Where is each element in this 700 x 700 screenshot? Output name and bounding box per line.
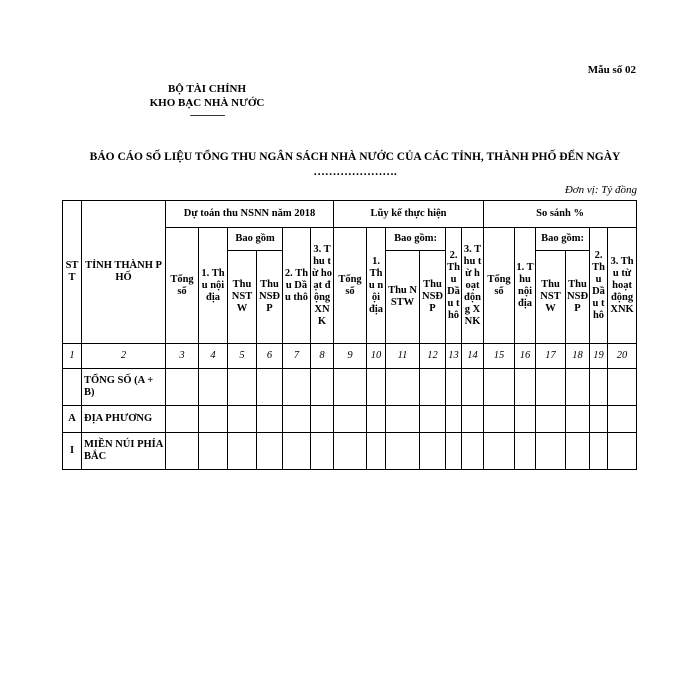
column-number: 13 <box>446 344 462 369</box>
column-number: 9 <box>334 344 367 369</box>
revenue-table <box>62 200 637 470</box>
comparison-oil-header: 2. Thu Dầu thô <box>590 228 608 344</box>
budget-xnk-header: 3. Thu từ hoạt động XNK <box>311 228 334 344</box>
column-number: 18 <box>566 344 590 369</box>
cumulative-total-header: Tổng số <box>334 228 367 344</box>
column-number: 8 <box>311 344 334 369</box>
row-name: MIỀN NÚI PHÍA BẮC <box>82 433 166 470</box>
row-stt <box>63 369 82 406</box>
unit-label: Đơn vị: Tỷ đồng <box>564 184 637 196</box>
row-name: TỔNG SỐ (A + B) <box>82 369 166 406</box>
cumulative-xnk-header: 3. Thu từ hoạt động XNK <box>462 228 484 344</box>
budget-include-header: Bao gồm <box>228 228 283 251</box>
group-header-budget: Dự toán thu NSNN năm 2018 <box>166 201 334 228</box>
ministry-name: BỘ TÀI CHÍNH <box>167 83 247 95</box>
column-number: 19 <box>590 344 608 369</box>
column-number: 6 <box>257 344 283 369</box>
column-number: 4 <box>199 344 228 369</box>
row-name: ĐỊA PHƯƠNG <box>82 406 166 433</box>
report-title-line2: …………………. <box>313 166 397 178</box>
row-stt: I <box>63 433 82 470</box>
column-number: 16 <box>515 344 536 369</box>
cumulative-domestic-header: 1. Thu nội địa <box>367 228 386 344</box>
column-number: 7 <box>283 344 311 369</box>
column-number-row <box>63 344 637 369</box>
budget-nsdp-header: Thu NSĐP <box>257 251 283 344</box>
report-title-line1: BÁO CÁO SỐ LIỆU TỔNG THU NGÂN SÁCH NHÀ NƯỚC CỦA CÁC TỈNH, THÀNH PHỐ ĐẾN NGÀY <box>89 151 621 163</box>
column-number: 20 <box>608 344 637 369</box>
comparison-total-header: Tổng số <box>484 228 515 344</box>
comparison-xnk-header: 3. Thu từ hoạt động XNK <box>608 228 637 344</box>
cumulative-oil-header: 2. Thu Dầu thô <box>446 228 462 344</box>
city-header: TỈNH THÀNH PHỐ <box>82 201 166 344</box>
comparison-domestic-header: 1. Thu nội địa <box>515 228 536 344</box>
column-number: 17 <box>536 344 566 369</box>
table-row <box>63 369 637 406</box>
column-number: 11 <box>386 344 420 369</box>
row-stt: A <box>63 406 82 433</box>
column-number: 10 <box>367 344 386 369</box>
column-number: 5 <box>228 344 257 369</box>
cumulative-include-header: Bao gồm: <box>386 228 446 251</box>
cumulative-nsdp-header: Thu NSĐP <box>420 251 446 344</box>
comparison-nstw-header: Thu NST W <box>536 251 566 344</box>
budget-total-header: Tổng số <box>166 228 199 344</box>
comparison-nsdp-header: Thu NSĐP <box>566 251 590 344</box>
column-number: 3 <box>166 344 199 369</box>
budget-domestic-header: 1. Thu nội địa <box>199 228 228 344</box>
cumulative-nstw-header: Thu NSTW <box>386 251 420 344</box>
column-number: 1 <box>63 344 82 369</box>
comparison-include-header: Bao gồm: <box>536 228 590 251</box>
column-number: 15 <box>484 344 515 369</box>
group-header-cumulative: Lũy kế thực hiện <box>334 201 484 228</box>
report-title <box>60 150 650 180</box>
budget-oil-header: 2. Thu Dầu thô <box>283 228 311 344</box>
stt-header: STT <box>63 201 82 344</box>
table-row <box>63 406 637 433</box>
header-separator: ------------- <box>189 109 225 121</box>
column-number: 14 <box>462 344 484 369</box>
table-row <box>63 433 637 470</box>
agency-header <box>132 82 282 120</box>
column-number: 2 <box>82 344 166 369</box>
column-number: 12 <box>420 344 446 369</box>
form-number: Mẫu số 02 <box>587 64 636 76</box>
group-header-comparison: So sánh % <box>484 201 637 228</box>
budget-nstw-header: Thu NSTW <box>228 251 257 344</box>
treasury-name: KHO BẠC NHÀ NƯỚC <box>149 97 265 109</box>
